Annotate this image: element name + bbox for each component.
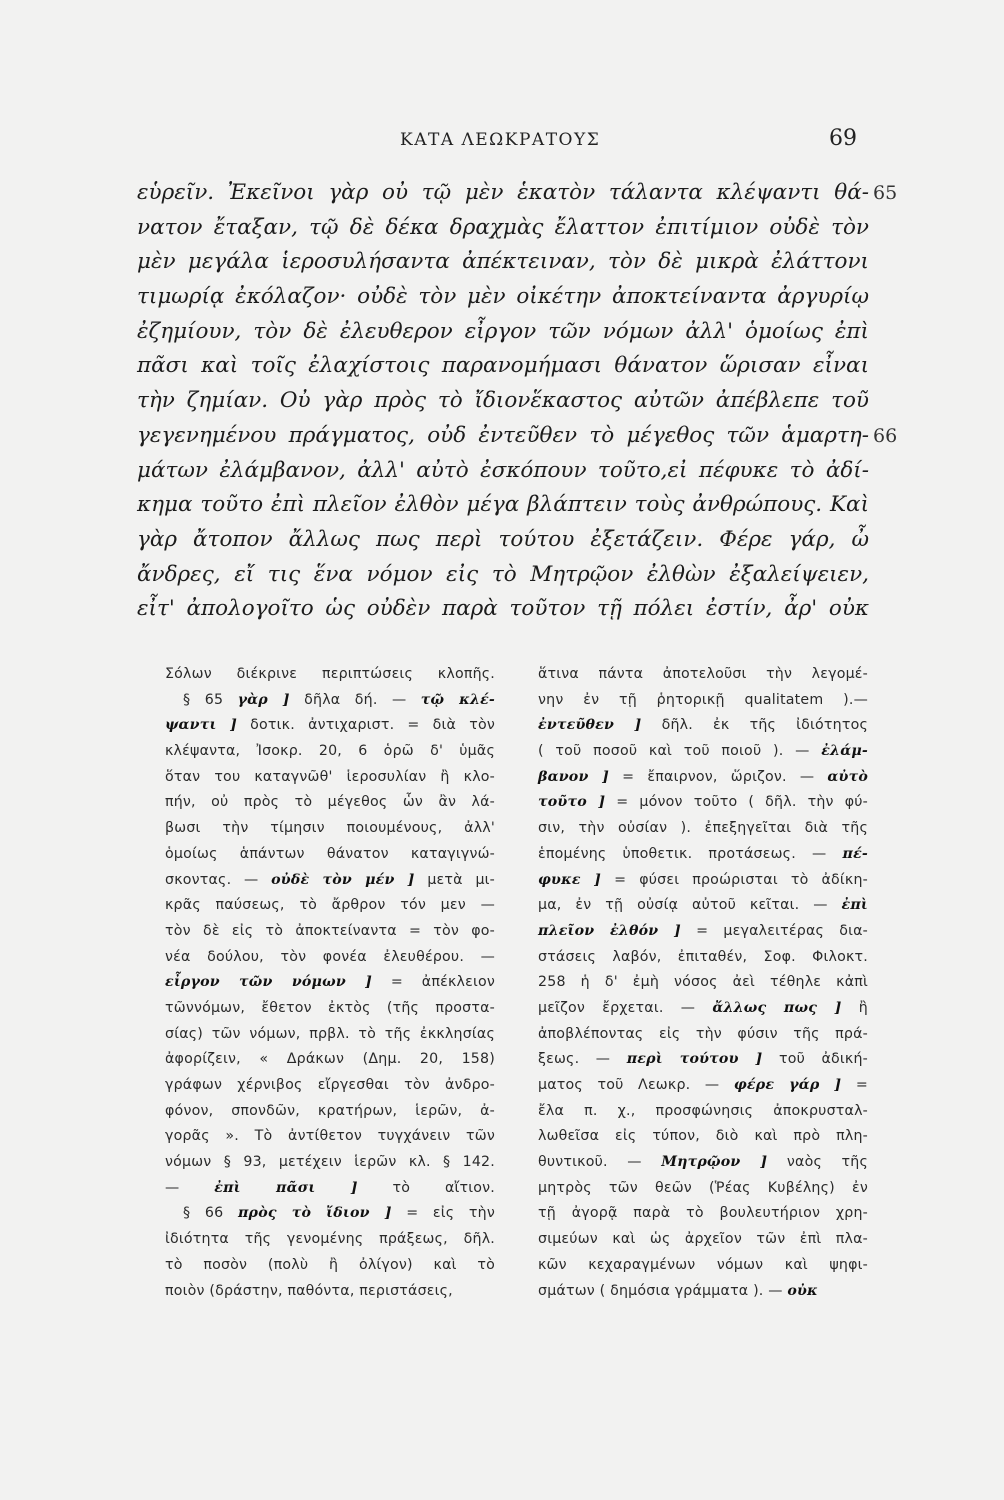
commentary-line [538,1150,868,1176]
commentary-line [165,688,495,714]
commentary-line [165,1073,495,1099]
commentary-line [165,945,495,971]
commentary-text: ἅτινα πάντα ἀποτελοῦσι τὴν λεγομέ- [538,666,868,682]
commentary-text: τῇ ἀγορᾷ παρὰ τὸ βουλευτήριον χρη- [538,1205,868,1222]
commentary-text: — [165,1179,215,1196]
commentary-text: ἀποβλέποντας εἰς τὴν φύσιν τῆς πρά- [538,1025,868,1042]
commentary-line [538,790,868,816]
running-head [0,126,1004,162]
commentary-text: νόμων § 93, μετέχειν ἱερῶν κλ. § 142. [165,1154,495,1171]
commentary-text: δῆλ. ἐκ τῆς ἰδιότητος [641,717,868,734]
commentary-text: ναὸς τῆς [767,1154,868,1171]
commentary-line [538,662,868,688]
lemma-headword: βανον ] [538,768,609,785]
commentary-text: τὸ αἴτιον. [357,1179,495,1196]
commentary-text: τὸν δὲ εἰς τὸ ἀποκτείναντα = τὸν φο- [165,922,495,939]
commentary-text: ξεως. — [538,1051,627,1068]
commentary-text: ἰδιότητα τῆς γενομένης πράξεως, δῆλ. [165,1231,495,1248]
lemma-headword: φυκε ] [538,871,602,888]
lemma-headword: ἄλλως πως ] [712,999,842,1016]
lemma-headword: οὐδὲ τὸν μέν ] [271,871,415,888]
commentary-text: ἔλα π. χ., προσφώνησις ἀποκρυσταλ- [538,1102,868,1119]
commentary-line [165,842,495,868]
commentary-line [165,996,495,1022]
lemma-headword: γὰρ ] [237,691,290,708]
main-text-line: εὑρεῖν. Ἐκεῖνοι γὰρ οὐ τῷ μὲν ἑκατὸν τάλαντα κλέψαντι θά- [137,180,869,205]
section-number-66: 66 [873,424,898,447]
commentary-text: 258 ἡ δ' ἐμὴ νόσος ἀεὶ τέθηλε κἀπὶ [538,974,868,991]
lemma-headword: ψαντι ] [165,717,238,734]
commentary-line [165,765,495,791]
lemma-headword: ἐπὶ [841,897,868,914]
commentary-text: πήν, οὐ πρὸς τὸ μέγεθος ὧν ἂν λά- [165,794,495,811]
section-number-65: 65 [873,182,898,204]
commentary-text: = ἀπέκλειον [372,974,495,991]
commentary-line [538,688,868,714]
commentary-line [538,1176,868,1202]
lemma-headword: πέ- [842,845,868,862]
main-text-line: νατον ἔταξαν, τῷ δὲ δέκα δραχμὰς ἔλαττον ἐπιτίμιον οὐδὲ τὸν [137,214,869,240]
commentary-text: μα, ἐν τῇ οὐσίᾳ αὐτοῦ κεῖται. — [538,897,842,914]
commentary-text: λωθεῖσα εἰς τύπον, διὸ καὶ πρὸ πλη- [538,1128,868,1145]
commentary-line [538,739,868,765]
commentary-line [538,1099,868,1125]
commentary-line [538,1253,868,1279]
commentary-line [165,919,495,945]
commentary-line [165,893,495,919]
commentary-line [538,1201,868,1227]
commentary-text: γράφων χέρνιβος εἴργεσθαι τὸν ἀνδρο- [165,1077,495,1093]
commentary-text: σιν, τὴν οὐσίαν ). ἐπεξηγεῖται διὰ τῆς [538,820,868,837]
commentary-line [538,1124,868,1150]
commentary-line [538,970,868,996]
lemma-headword: φέρε γάρ ] [733,1077,842,1093]
commentary-line [165,1227,495,1253]
commentary-column-right [538,662,868,1304]
commentary-text: § 65 [183,691,238,708]
commentary-text: μεῖζον ἔρχεται. — [538,999,713,1016]
commentary-text: § 66 [183,1205,238,1222]
commentary-text: νέα δούλου, τὸν φονέα ἐλευθέρου. — [165,948,495,965]
lemma-headword: Μητρῷον ] [661,1154,768,1171]
commentary-text: τὸ ποσὸν (πολὺ ἢ ὀλίγον) καὶ τὸ [165,1256,495,1273]
lemma-headword: εἶργον τῶν νόμων ] [165,974,373,991]
main-text-body [137,176,869,627]
commentary-line [165,1253,495,1279]
commentary-line [538,1047,868,1073]
commentary-line [538,919,868,945]
commentary-line [538,713,868,739]
main-text-line: τιμωρίᾳ ἐκόλαζον· οὐδὲ τὸν μὲν οἰκέτην ἀποκτείναντα ἀργυρίῳ [137,284,869,310]
commentary-line [538,996,868,1022]
commentary-line [165,1047,495,1073]
commentary-column-left [165,662,495,1304]
commentary-text: = [841,1077,868,1093]
commentary-text: μετὰ μι- [414,871,495,888]
commentary-line [538,842,868,868]
commentary-line [538,1279,868,1305]
commentary-text: = εἰς τὴν [391,1205,495,1222]
commentary-text: τοῦ ἀδική- [762,1051,868,1068]
commentary-text: νην ἐν τῇ ῥητορικῇ qualitatem ).— [538,691,868,708]
commentary-line [165,868,495,894]
commentary-text: βωσι τὴν τίμησιν ποιουμένους, ἀλλ' [165,820,495,837]
commentary-text: τῶννόμων, ἔθετον ἐκτὸς (τῆς προστα- [165,999,495,1016]
commentary-line [165,1176,495,1202]
main-text-line: μὲν μεγάλα ἱεροσυλήσαντα ἀπέκτειναν, τὸν δὲ μικρὰ ἐλάττονι [137,249,869,275]
commentary-line [165,1150,495,1176]
commentary-text: ( τοῦ ποσοῦ καὶ τοῦ ποιοῦ ). — [538,743,822,760]
running-title: ΚΑΤΑ ΛΕΩΚΡΑΤΟΥΣ [400,130,601,150]
main-text-line: ἐζημίουν, τὸν δὲ ἐλευθερον εἶργον τῶν νόμων ἀλλ' ὁμοίως ἐπὶ [137,318,869,344]
lemma-headword: τῷ κλέ- [420,691,496,708]
commentary-text: δῆλα δή. — [289,691,421,708]
commentary-line [538,816,868,842]
commentary-line [165,970,495,996]
commentary-text: = μόνον τοῦτο ( δῆλ. τὴν φύ- [605,794,868,811]
commentary-text: μητρὸς τῶν θεῶν (Ῥέας Κυβέλης) ἐν [538,1179,868,1196]
lemma-headword: ἐλάμ- [821,743,868,760]
commentary-text: ποιὸν (δράστην, παθόντα, περιστάσεις, [165,1282,453,1299]
commentary-line [538,868,868,894]
commentary-line [538,1022,868,1048]
main-text-line: πᾶσι καὶ τοῖς ἐλαχίστοις παρανομήμασι θάνατον ὥρισαν εἶναι [137,353,869,379]
commentary-text: δοτικ. ἀντιχαριστ. = διὰ τὸν [237,717,495,734]
commentary-text: φόνον, σπονδῶν, κρατήρων, ἱερῶν, ἀ- [165,1102,495,1119]
commentary-text: κλέψαντα, Ἰσοκρ. 20, 6 ὁρῶ δ' ὑμᾶς [165,743,495,760]
commentary-line [538,945,868,971]
commentary-text: γορᾶς ». Τὸ ἀντίθετον τυγχάνειν τῶν [165,1128,495,1145]
commentary-text: = μεγαλειτέρας δια- [680,922,868,939]
commentary-text: ἀφορίζειν, « Δράκων (Δημ. 20, 158) [165,1051,495,1068]
lemma-headword: ἐπὶ πᾶσι ] [214,1179,358,1196]
commentary-text: ὅταν του καταγνῶθ' ἱεροσυλίαν ἢ κλο- [165,768,495,785]
commentary-text: κρᾶς παύσεως, τὸ ἄρθρον τόν μεν — [165,897,495,914]
commentary-text: = φύσει προώρισται τὸ ἀδίκη- [601,871,868,888]
commentary-text: θυντικοῦ. — [538,1154,662,1171]
commentary-line [165,1279,495,1305]
commentary-line [538,1073,868,1099]
main-text-line: εἶτ' ἀπολογοῖτο ὡς οὐδὲν παρὰ τοῦτον τῇ πόλει ἐστίν, ἆρ' οὐκ [137,596,869,622]
commentary-line [165,1099,495,1125]
main-text-line: τὴν ζημίαν. Οὐ γὰρ πρὸς τὸ ἴδιονἕκαστος αὐτῶν ἀπέβλεπε τοῦ [137,388,869,414]
lemma-headword: περὶ τούτου ] [626,1051,763,1068]
commentary-line [165,1022,495,1048]
commentary-line [165,790,495,816]
commentary-text: σίας) τῶν νόμων, πρβλ. τὸ τῆς ἐκκλησίας [165,1025,495,1042]
commentary-text: ἑπομένης ὑποθετικ. προτάσεως. — [538,845,843,862]
commentary-text: στάσεις λαβόν, ἐπιταθέν, Σοφ. Φιλοκτ. [538,948,868,965]
commentary-line [165,816,495,842]
commentary-text: ματος τοῦ Λεωκρ. — [538,1077,734,1093]
commentary-text: σμάτων ( δημόσια γράμματα ). — [538,1282,788,1299]
commentary-line [165,713,495,739]
lemma-headword: αὐτὸ [827,768,868,785]
commentary-text: ὁμοίως ἁπάντων θάνατον καταγιγνώ- [165,845,495,862]
lemma-headword: ἐντεῦθεν ] [538,717,642,734]
commentary-line [165,739,495,765]
main-text-line: ἄνδρες, εἴ τις ἕνα νόμον εἰς τὸ Μητρῷον ἐλθὼν ἐξαλείψειεν, [137,561,869,587]
lemma-headword: τοῦτο ] [538,794,606,811]
main-text-line: κημα τοῦτο ἐπὶ πλεῖον ἐλθὸν μέγα βλάπτειν τοὺς ἀνθρώπους. Καὶ [137,492,869,518]
lemma-headword: οὐκ [787,1282,818,1299]
commentary-text: ἢ [841,999,868,1016]
commentary-text: σκοντας. — [165,871,272,888]
lemma-headword: πρὸς τὸ ἴδιον ] [237,1205,392,1222]
commentary-line [165,1201,495,1227]
commentary-line [165,1124,495,1150]
commentary-text: = ἔπαιρνον, ὥριζον. — [609,768,828,785]
commentary-line [165,662,495,688]
commentary-text: Σόλων διέκρινε περιπτώσεις κλοπῆς. [165,666,495,682]
main-text-line: μάτων ἐλάμβανον, ἀλλ' αὐτὸ ἐσκόπουν τοῦτο,εἰ πέφυκε τὸ ἀδί- [137,457,869,483]
commentary-text: κῶν κεχαραγμένων νόμων καὶ ψηφι- [538,1256,868,1273]
commentary-text: σιμεύων καὶ ὡς ἀρχεῖον τῶν ἐπὶ πλα- [538,1231,868,1248]
commentary-line [538,893,868,919]
page-number: 69 [829,126,857,151]
main-text-line: γὰρ ἄτοπον ἄλλως πως περὶ τούτου ἐξετάζειν. Φέρε γάρ, ὦ [137,526,869,552]
lemma-headword: πλεῖον ἐλθόν ] [538,922,681,939]
main-text-line: γεγενημένου πράγματος, οὐδ ἐντεῦθεν τὸ μέγεθος τῶν ἁμαρτη- [137,422,869,448]
commentary-line [538,765,868,791]
commentary-line [538,1227,868,1253]
